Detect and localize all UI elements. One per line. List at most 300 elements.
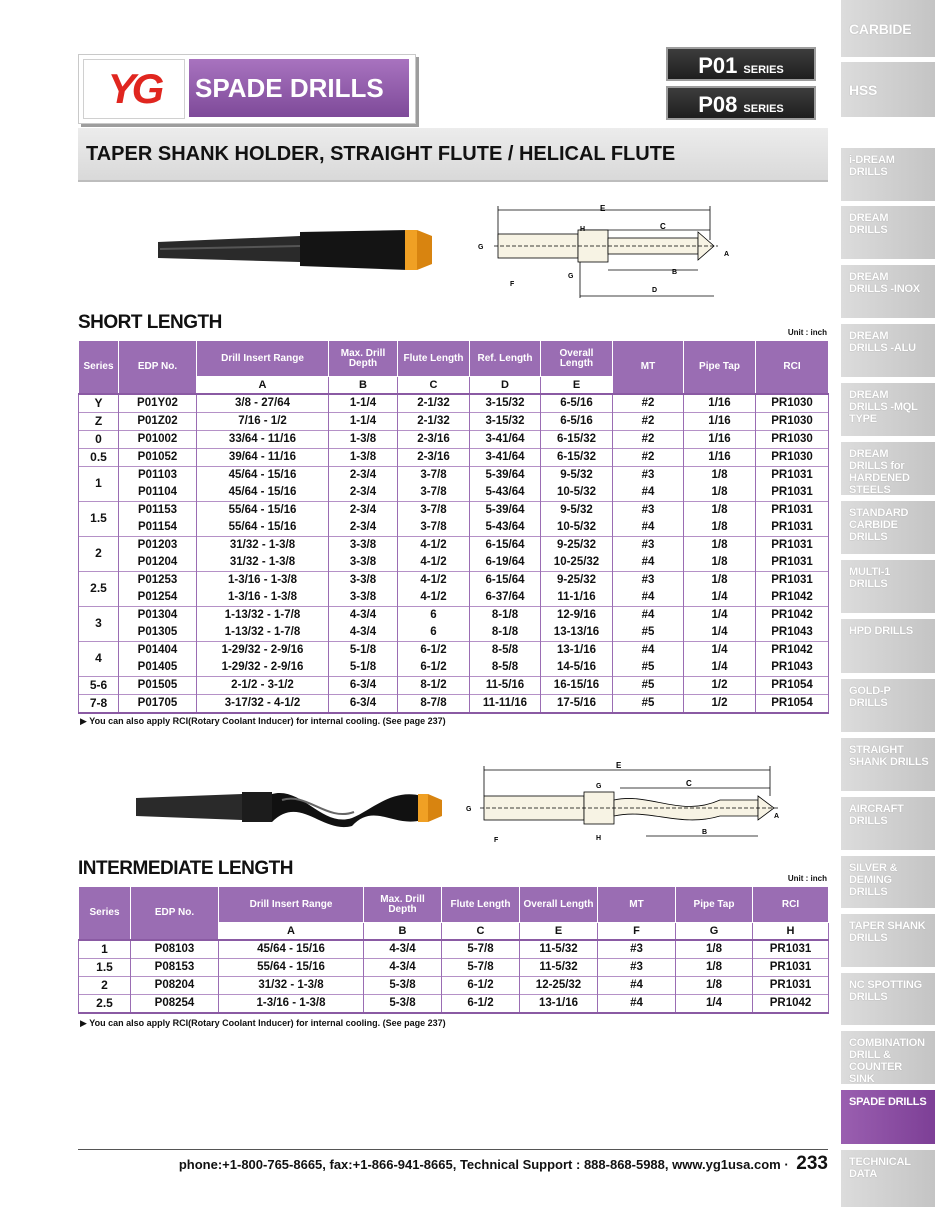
table-cell: #4 <box>613 589 684 607</box>
table-cell: PR1031 <box>753 976 829 994</box>
table-cell: #3 <box>613 501 684 519</box>
table-cell: 2-3/16 <box>398 448 470 466</box>
table-cell: 5-3/8 <box>364 994 442 1013</box>
col-header-overall-length: Overall Length <box>541 341 613 377</box>
short-length-dimension-diagram <box>474 200 734 300</box>
short-length-title: SHORT LENGTH <box>78 312 222 333</box>
table-cell: #4 <box>613 641 684 659</box>
dim-label: A <box>774 813 780 820</box>
table-cell: P01154 <box>119 519 197 537</box>
dim-label: B <box>672 269 678 276</box>
table-cell: 1/8 <box>676 976 753 994</box>
table-cell: 2-3/16 <box>398 430 470 448</box>
table-cell: 6-15/64 <box>470 536 541 554</box>
series-label: SERIES <box>743 103 784 115</box>
table-cell: 1/4 <box>684 606 756 624</box>
dim-label: G <box>596 783 602 790</box>
table-cell: 5-7/8 <box>442 958 520 976</box>
unit-label: Unit : inch <box>787 874 827 883</box>
table-cell: 11-11/16 <box>470 694 541 713</box>
table-cell: 1/2 <box>684 694 756 713</box>
table-cell: P01405 <box>119 659 197 677</box>
table-row <box>79 958 829 976</box>
table-cell: 1-3/16 - 1-3/8 <box>197 571 329 589</box>
table-cell: PR1031 <box>756 501 829 519</box>
table-cell: 13-1/16 <box>520 994 598 1013</box>
table-cell: 8-1/8 <box>470 624 541 642</box>
section-subtitle: TAPER SHANK HOLDER, STRAIGHT FLUTE / HELICAL FLUTE <box>78 128 828 182</box>
table-row <box>79 694 829 713</box>
table-cell: 1/8 <box>684 571 756 589</box>
dim-label: G <box>478 244 484 251</box>
table-cell: 3-15/32 <box>470 412 541 430</box>
series-badge-p01 <box>666 47 816 81</box>
side-tab-i-dream-drills[interactable]: i-DREAM DRILLS <box>841 148 935 204</box>
table-cell: PR1042 <box>756 641 829 659</box>
table-cell: 1/4 <box>684 641 756 659</box>
table-cell: #5 <box>613 694 684 713</box>
col-subheader: B <box>364 923 442 940</box>
table-row <box>79 412 829 430</box>
header-banner <box>78 54 416 124</box>
table-cell: 1/16 <box>684 430 756 448</box>
series-badge-p08 <box>666 86 816 120</box>
series-code: P08 <box>698 92 738 117</box>
table-cell: PR1031 <box>756 571 829 589</box>
logo-text: YG <box>107 65 161 112</box>
table-cell: P08103 <box>131 940 219 959</box>
table-cell: 4-1/2 <box>398 554 470 572</box>
table-row <box>79 940 829 959</box>
table-cell: #3 <box>613 536 684 554</box>
table-cell: 6-15/32 <box>541 430 613 448</box>
table-cell: 31/32 - 1-3/8 <box>219 976 364 994</box>
col-header-ref-length: Ref. Length <box>470 341 541 377</box>
table-cell: 6-1/2 <box>442 994 520 1013</box>
side-tab-multi-1-drills[interactable]: MULTI-1 DRILLS <box>841 560 935 616</box>
cell-series: 2.5 <box>79 571 119 606</box>
unit-label: Unit : inch <box>787 328 827 337</box>
cell-series: 4 <box>79 641 119 676</box>
col-header-max-depth: Max. Drill Depth <box>364 887 442 923</box>
table-cell: 6 <box>398 606 470 624</box>
table-row <box>79 394 829 413</box>
table-cell: 55/64 - 15/16 <box>197 519 329 537</box>
helical-flute-drill-image <box>132 782 452 836</box>
table-cell: P01254 <box>119 589 197 607</box>
table-cell: 6-1/2 <box>442 976 520 994</box>
table-cell: #5 <box>613 624 684 642</box>
table-row <box>79 641 829 659</box>
table-cell: P01104 <box>119 484 197 502</box>
table-cell: #5 <box>613 676 684 694</box>
brand-logo <box>83 59 185 119</box>
table-cell: P01505 <box>119 676 197 694</box>
table-cell: 8-5/8 <box>470 641 541 659</box>
table-cell: 9-25/32 <box>541 536 613 554</box>
table-cell: 6-1/2 <box>398 641 470 659</box>
dim-label: E <box>616 761 622 770</box>
table-cell: 6-37/64 <box>470 589 541 607</box>
table-cell: 1/16 <box>684 412 756 430</box>
table-cell: PR1031 <box>756 536 829 554</box>
table-cell: 4-3/4 <box>329 624 398 642</box>
table-cell: 3-7/8 <box>398 466 470 484</box>
intermediate-length-dimension-diagram <box>460 756 790 848</box>
table-cell: PR1030 <box>756 448 829 466</box>
table-cell: P08204 <box>131 976 219 994</box>
table-cell: P01052 <box>119 448 197 466</box>
col-header-flute-length: Flute Length <box>442 887 520 923</box>
table-cell: 1/8 <box>676 940 753 959</box>
table-cell: PR1042 <box>756 606 829 624</box>
table-cell: 5-1/8 <box>329 641 398 659</box>
side-tab-carbide[interactable]: CARBIDE <box>841 0 935 60</box>
side-tab-dream-drills-alu[interactable]: DREAM DRILLS -ALU <box>841 324 935 380</box>
table-cell: P01203 <box>119 536 197 554</box>
table-cell: 10-5/32 <box>541 519 613 537</box>
table-cell: 1-13/32 - 1-7/8 <box>197 624 329 642</box>
cell-series: Y <box>79 394 119 413</box>
table-cell: 2-3/4 <box>329 484 398 502</box>
straight-flute-drill-image <box>150 222 440 280</box>
cell-series: 2.5 <box>79 994 131 1013</box>
table-cell: 4-1/2 <box>398 589 470 607</box>
table-cell: 13-13/16 <box>541 624 613 642</box>
table-cell: PR1054 <box>756 694 829 713</box>
table-cell: 4-3/4 <box>364 940 442 959</box>
table-cell: #4 <box>613 519 684 537</box>
table-cell: #3 <box>598 958 676 976</box>
col-subheader: G <box>676 923 753 940</box>
table-cell: 2-3/4 <box>329 519 398 537</box>
side-tab-dream-drills[interactable]: DREAM DRILLS <box>841 206 935 262</box>
series-code: P01 <box>698 53 738 78</box>
dim-label: H <box>596 835 602 842</box>
table-cell: 31/32 - 1-3/8 <box>197 536 329 554</box>
table-cell: 1-13/32 - 1-7/8 <box>197 606 329 624</box>
cell-series: 1 <box>79 466 119 501</box>
table-cell: 1/4 <box>684 589 756 607</box>
table-cell: 5-7/8 <box>442 940 520 959</box>
table-cell: 11-5/32 <box>520 940 598 959</box>
table-cell: #4 <box>613 484 684 502</box>
table-cell: 8-7/8 <box>398 694 470 713</box>
table-cell: PR1054 <box>756 676 829 694</box>
table-row <box>79 484 829 502</box>
col-header-pipe-tap: Pipe Tap <box>676 887 753 923</box>
table-cell: 13-1/16 <box>541 641 613 659</box>
dim-label: F <box>510 281 515 288</box>
table-cell: 1/2 <box>684 676 756 694</box>
table-cell: 45/64 - 15/16 <box>197 484 329 502</box>
table-cell: 6-1/2 <box>398 659 470 677</box>
footer <box>80 1153 828 1175</box>
table-cell: 3-7/8 <box>398 484 470 502</box>
table-cell: 3-3/8 <box>329 536 398 554</box>
table-cell: 1/8 <box>684 554 756 572</box>
table-row <box>79 430 829 448</box>
table-cell: 10-25/32 <box>541 554 613 572</box>
table-cell: 17-5/16 <box>541 694 613 713</box>
table-cell: 3-17/32 - 4-1/2 <box>197 694 329 713</box>
table-cell: PR1043 <box>756 624 829 642</box>
table-cell: 3-41/64 <box>470 430 541 448</box>
dim-label: G <box>466 806 472 813</box>
col-header-drill-range: Drill Insert Range <box>219 887 364 923</box>
table-cell: P01253 <box>119 571 197 589</box>
table-cell: #5 <box>613 659 684 677</box>
col-header-pipe-tap: Pipe Tap <box>684 341 756 394</box>
side-tab-nc-spotting-drills[interactable]: NC SPOTTING DRILLS <box>841 973 935 1028</box>
table-cell: 1/4 <box>676 994 753 1013</box>
table-cell: 3-41/64 <box>470 448 541 466</box>
table-cell: 7/16 - 1/2 <box>197 412 329 430</box>
intermediate-length-title: INTERMEDIATE LENGTH <box>78 858 293 879</box>
table-cell: 1/8 <box>676 958 753 976</box>
dim-label: H <box>580 226 586 233</box>
table-cell: P01705 <box>119 694 197 713</box>
table-row <box>79 536 829 554</box>
table-cell: 3-3/8 <box>329 554 398 572</box>
table-cell: 1/4 <box>684 624 756 642</box>
table-cell: 1-3/8 <box>329 448 398 466</box>
col-header-series: Series <box>79 887 131 940</box>
col-header-edp: EDP No. <box>131 887 219 940</box>
table-row <box>79 624 829 642</box>
table-cell: 9-25/32 <box>541 571 613 589</box>
table-cell: 3-7/8 <box>398 501 470 519</box>
side-tab-straight-shank-drills[interactable]: STRAIGHT SHANK DRILLS <box>841 738 935 794</box>
table-cell: 6-19/64 <box>470 554 541 572</box>
table-cell: 4-1/2 <box>398 536 470 554</box>
table-cell: #3 <box>613 571 684 589</box>
table-row <box>79 994 829 1013</box>
table-cell: P01Y02 <box>119 394 197 413</box>
table-cell: #2 <box>613 394 684 413</box>
table-cell: 5-1/8 <box>329 659 398 677</box>
table-cell: 1/16 <box>684 448 756 466</box>
table-cell: 1/4 <box>684 659 756 677</box>
table-cell: PR1031 <box>756 484 829 502</box>
contact-info: phone:+1-800-765-8665, fax:+1-866-941-8665, Technical Support : 888-868-5988, www.yg1usa.com · <box>178 1157 789 1172</box>
side-tab-gold-p-drills[interactable]: GOLD-P DRILLS <box>841 679 935 735</box>
table-cell: #3 <box>613 466 684 484</box>
col-subheader: D <box>470 377 541 394</box>
side-tab-silver-deming-drills[interactable]: SILVER & DEMING DRILLS <box>841 856 935 911</box>
table-cell: 4-1/2 <box>398 571 470 589</box>
cell-series: 5-6 <box>79 676 119 694</box>
cell-series: 3 <box>79 606 119 641</box>
dim-label: E <box>600 204 606 213</box>
col-header-drill-range: Drill Insert Range <box>197 341 329 377</box>
table-cell: 9-5/32 <box>541 466 613 484</box>
col-header-edp: EDP No. <box>119 341 197 394</box>
table-cell: PR1031 <box>753 940 829 959</box>
table-cell: P01305 <box>119 624 197 642</box>
table-cell: P01002 <box>119 430 197 448</box>
col-header-mt: MT <box>598 887 676 923</box>
table-cell: 4-3/4 <box>364 958 442 976</box>
table-cell: P08254 <box>131 994 219 1013</box>
side-tab-combination-drill-counter-sink[interactable]: COMBINATION DRILL & COUNTER SINK <box>841 1031 935 1087</box>
table-cell: 12-9/16 <box>541 606 613 624</box>
table-cell: 11-5/32 <box>520 958 598 976</box>
table-cell: 6 <box>398 624 470 642</box>
table-cell: 5-39/64 <box>470 466 541 484</box>
col-subheader: E <box>541 377 613 394</box>
table-cell: 55/64 - 15/16 <box>197 501 329 519</box>
page-title: SPADE DRILLS <box>189 59 409 117</box>
table-cell: 1/8 <box>684 536 756 554</box>
table-cell: 45/64 - 15/16 <box>197 466 329 484</box>
rci-note: ▶ You can also apply RCI(Rotary Coolant Inducer) for internal cooling. (See page 237) <box>80 716 446 726</box>
table-cell: PR1043 <box>756 659 829 677</box>
table-cell: 14-5/16 <box>541 659 613 677</box>
cell-series: 2 <box>79 976 131 994</box>
table-cell: #4 <box>598 976 676 994</box>
table-cell: 31/32 - 1-3/8 <box>197 554 329 572</box>
side-tab-dream-drills-mql-type[interactable]: DREAM DRILLS -MQL TYPE <box>841 383 935 439</box>
table-cell: 5-3/8 <box>364 976 442 994</box>
table-cell: 6-15/32 <box>541 448 613 466</box>
table-row <box>79 659 829 677</box>
table-cell: 1-1/4 <box>329 412 398 430</box>
table-cell: P01204 <box>119 554 197 572</box>
table-cell: P01153 <box>119 501 197 519</box>
cell-series: 7-8 <box>79 694 119 713</box>
table-cell: #2 <box>613 412 684 430</box>
table-cell: 5-43/64 <box>470 519 541 537</box>
side-tab-dream-drills-inox[interactable]: DREAM DRILLS -INOX <box>841 265 935 321</box>
dim-label: C <box>660 222 666 231</box>
series-label: SERIES <box>743 64 784 76</box>
table-cell: 1/8 <box>684 484 756 502</box>
table-cell: 33/64 - 11/16 <box>197 430 329 448</box>
side-tab-dream-drills-for-hardened-steels[interactable]: DREAM DRILLS for HARDENED STEELS <box>841 442 935 498</box>
col-subheader: A <box>219 923 364 940</box>
table-cell: 6-15/64 <box>470 571 541 589</box>
table-cell: 1/8 <box>684 519 756 537</box>
table-cell: 2-3/4 <box>329 466 398 484</box>
table-cell: #4 <box>598 994 676 1013</box>
table-cell: 2-3/4 <box>329 501 398 519</box>
table-cell: PR1030 <box>756 430 829 448</box>
side-tab-taper-shank-drills[interactable]: TAPER SHANK DRILLS <box>841 914 935 970</box>
table-cell: 3-3/8 <box>329 571 398 589</box>
table-cell: 39/64 - 11/16 <box>197 448 329 466</box>
col-header-series: Series <box>79 341 119 394</box>
table-cell: 4-3/4 <box>329 606 398 624</box>
table-row <box>79 501 829 519</box>
cell-series: 1.5 <box>79 958 131 976</box>
table-cell: 1/8 <box>684 501 756 519</box>
table-row <box>79 976 829 994</box>
dim-label: B <box>702 829 708 836</box>
side-tab-technical-data[interactable]: TECHNICAL DATA <box>841 1150 935 1210</box>
cell-series: Z <box>79 412 119 430</box>
table-cell: PR1042 <box>756 589 829 607</box>
rci-note: ▶ You can also apply RCI(Rotary Coolant Inducer) for internal cooling. (See page 237) <box>80 1018 446 1028</box>
table-cell: 9-5/32 <box>541 501 613 519</box>
table-cell: 1-29/32 - 2-9/16 <box>197 641 329 659</box>
table-row <box>79 519 829 537</box>
col-header-max-depth: Max. Drill Depth <box>329 341 398 377</box>
footer-divider <box>78 1149 828 1150</box>
table-cell: 1/16 <box>684 394 756 413</box>
col-subheader: E <box>520 923 598 940</box>
cell-series: 1 <box>79 940 131 959</box>
table-cell: 45/64 - 15/16 <box>219 940 364 959</box>
side-tab-standard-carbide-drills[interactable]: STANDARD CARBIDE DRILLS <box>841 501 935 557</box>
side-tab-hpd-drills[interactable]: HPD DRILLS <box>841 619 935 676</box>
col-subheader: C <box>442 923 520 940</box>
table-cell: PR1031 <box>756 466 829 484</box>
table-cell: 6-3/4 <box>329 676 398 694</box>
table-cell: P08153 <box>131 958 219 976</box>
col-header-flute-length: Flute Length <box>398 341 470 377</box>
table-cell: P01103 <box>119 466 197 484</box>
intermediate-length-table <box>78 886 829 1014</box>
col-subheader: F <box>598 923 676 940</box>
table-cell: PR1031 <box>756 519 829 537</box>
side-tab-hss[interactable]: HSS <box>841 62 935 120</box>
table-cell: 8-1/2 <box>398 676 470 694</box>
col-header-overall-length: Overall Length <box>520 887 598 923</box>
dim-label: G <box>568 273 574 280</box>
table-cell: P01Z02 <box>119 412 197 430</box>
table-cell: 3-7/8 <box>398 519 470 537</box>
table-cell: #2 <box>613 430 684 448</box>
col-header-rci: RCI <box>756 341 829 394</box>
col-subheader: B <box>329 377 398 394</box>
dim-label: A <box>724 251 730 258</box>
col-header-mt: MT <box>613 341 684 394</box>
short-length-table <box>78 340 829 714</box>
table-cell: 2-1/32 <box>398 394 470 413</box>
table-cell: 55/64 - 15/16 <box>219 958 364 976</box>
cell-series: 1.5 <box>79 501 119 536</box>
col-header-rci: RCI <box>753 887 829 923</box>
table-cell: 3-3/8 <box>329 589 398 607</box>
table-cell: 8-5/8 <box>470 659 541 677</box>
table-cell: 10-5/32 <box>541 484 613 502</box>
page-number: 233 <box>796 1153 828 1174</box>
table-cell: P01404 <box>119 641 197 659</box>
table-cell: PR1030 <box>756 412 829 430</box>
table-cell: 6-5/16 <box>541 394 613 413</box>
side-tab-aircraft-drills[interactable]: AIRCRAFT DRILLS <box>841 797 935 853</box>
col-subheader: H <box>753 923 829 940</box>
table-cell: 1-3/16 - 1-3/8 <box>197 589 329 607</box>
table-row <box>79 448 829 466</box>
side-tab-spade-drills[interactable]: SPADE DRILLS <box>841 1090 935 1147</box>
table-cell: 2-1/2 - 3-1/2 <box>197 676 329 694</box>
cell-series: 0.5 <box>79 448 119 466</box>
col-subheader: A <box>197 377 329 394</box>
table-cell: 1-1/4 <box>329 394 398 413</box>
table-cell: #4 <box>613 606 684 624</box>
table-cell: #2 <box>613 448 684 466</box>
table-cell: PR1031 <box>753 958 829 976</box>
table-cell: 1-3/16 - 1-3/8 <box>219 994 364 1013</box>
dim-label: F <box>494 837 499 844</box>
table-cell: PR1042 <box>753 994 829 1013</box>
cell-series: 0 <box>79 430 119 448</box>
table-row <box>79 589 829 607</box>
table-row <box>79 466 829 484</box>
cell-series: 2 <box>79 536 119 571</box>
